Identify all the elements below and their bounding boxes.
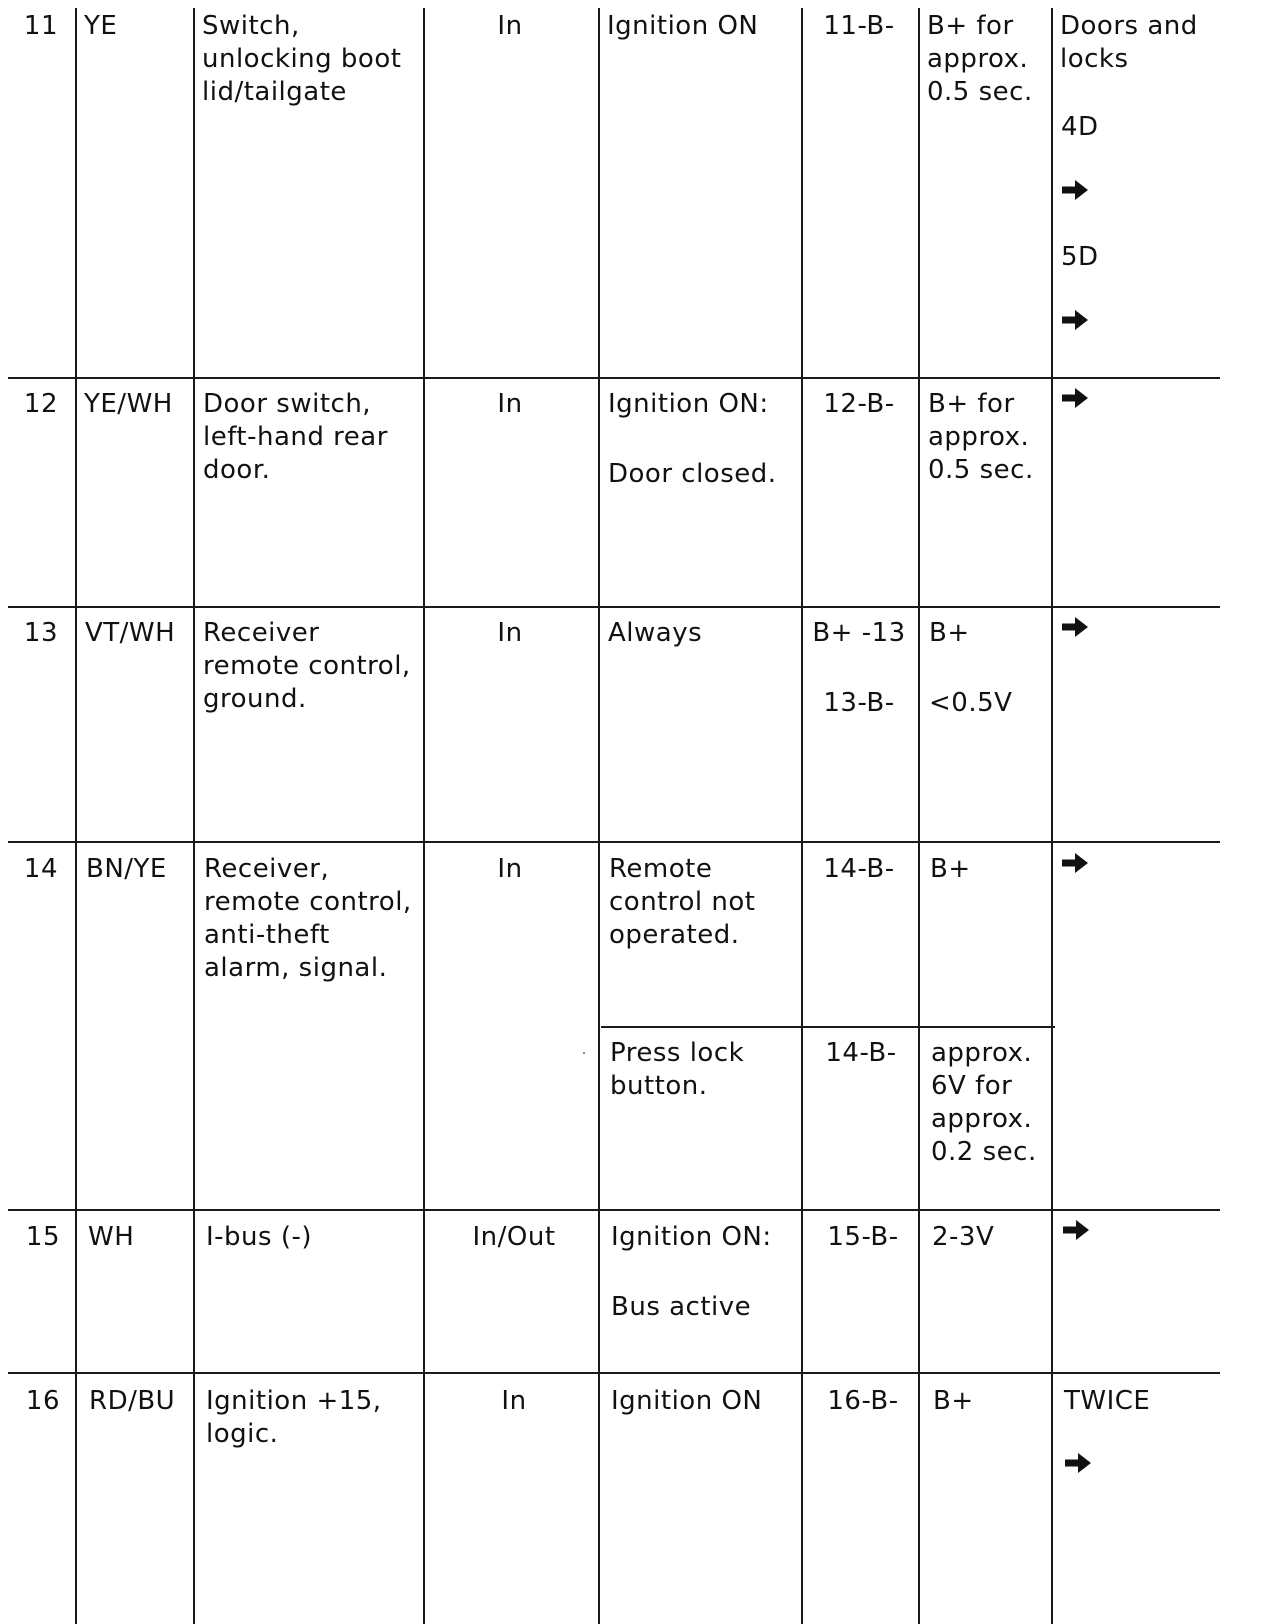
nominal-value: B+: [930, 854, 971, 884]
column-divider: [598, 8, 600, 1624]
column-divider: [801, 8, 803, 1624]
column-divider: [75, 8, 77, 1624]
measurement-point: 16-B-: [827, 1386, 899, 1416]
column-divider: [1051, 8, 1053, 1624]
row-divider: [8, 841, 1220, 843]
pin-number: 13: [23, 618, 58, 648]
wire-color: YE/WH: [84, 389, 173, 419]
right-arrow-icon[interactable]: [1063, 1220, 1089, 1240]
wire-color: RD/BU: [89, 1386, 176, 1416]
test-condition: Press lock button.: [610, 1038, 745, 1101]
pin-description: Ignition +15, logic.: [206, 1386, 382, 1449]
right-arrow-icon[interactable]: [1062, 180, 1088, 200]
pin-number: 16: [25, 1386, 60, 1416]
wire-color: WH: [88, 1222, 135, 1252]
nominal-value: B+: [933, 1386, 974, 1416]
signal-direction: In: [497, 11, 523, 41]
reference-links: TWICE: [1064, 1386, 1151, 1416]
pin-number: 11: [23, 11, 58, 41]
signal-direction: In: [497, 618, 523, 648]
measurement-point: 14-B-: [825, 1038, 897, 1068]
row-divider: [8, 377, 1220, 379]
measurement-point: 11-B-: [823, 11, 895, 41]
test-condition: Always: [608, 618, 703, 648]
test-condition: Remote control not operated.: [609, 854, 756, 950]
pin-description: Door switch, left-hand rear door.: [203, 389, 388, 485]
row-divider: [8, 1209, 1220, 1211]
pin-number: 15: [25, 1222, 60, 1252]
nominal-value: 2-3V: [932, 1222, 995, 1252]
signal-direction: In: [501, 1386, 527, 1416]
wire-color: YE: [84, 11, 118, 41]
right-arrow-icon[interactable]: [1062, 617, 1088, 637]
reference-link-5d[interactable]: 5D: [1061, 242, 1099, 272]
row-divider: [8, 1372, 1220, 1374]
column-divider: [193, 8, 195, 1624]
pin-description: Switch, unlocking boot lid/tailgate: [202, 11, 402, 107]
right-arrow-icon[interactable]: [1065, 1453, 1091, 1473]
test-condition: Ignition ON: Door closed.: [608, 389, 777, 489]
nominal-value: B+ <0.5V: [929, 618, 1013, 718]
pin-number: 12: [23, 389, 58, 419]
row-divider: [601, 1026, 1055, 1028]
right-arrow-icon[interactable]: [1062, 388, 1088, 408]
wire-color: VT/WH: [85, 618, 176, 648]
nominal-value: approx. 6V for approx. 0.2 sec.: [931, 1038, 1037, 1167]
wire-color: BN/YE: [86, 854, 167, 884]
nominal-value: B+ for approx. 0.5 sec.: [927, 11, 1033, 107]
measurement-point: B+ -13 13-B-: [812, 618, 906, 718]
signal-direction: In: [497, 389, 523, 419]
column-divider: [918, 8, 920, 1624]
pin-description: Receiver, remote control, anti-theft alarm, signal.: [204, 854, 412, 983]
measurement-point: 14-B-: [823, 854, 895, 884]
column-divider: [423, 8, 425, 1624]
pin-description: I-bus (-): [206, 1222, 313, 1252]
test-condition: Ignition ON: [607, 11, 759, 41]
signal-direction: In/Out: [472, 1222, 556, 1252]
right-arrow-icon[interactable]: [1062, 853, 1088, 873]
signal-direction: In: [497, 854, 523, 884]
pin-description: Receiver remote control, ground.: [203, 618, 411, 714]
scan-speck: [583, 1052, 585, 1054]
measurement-point: 15-B-: [827, 1222, 899, 1252]
reference-links: Doors and locks: [1060, 11, 1198, 74]
pin-number: 14: [23, 854, 58, 884]
test-condition: Ignition ON: Bus active: [611, 1222, 772, 1322]
measurement-point: 12-B-: [823, 389, 895, 419]
reference-link-4d[interactable]: 4D: [1061, 112, 1099, 142]
nominal-value: B+ for approx. 0.5 sec.: [928, 389, 1034, 485]
right-arrow-icon[interactable]: [1062, 310, 1088, 330]
row-divider: [8, 606, 1220, 608]
test-condition: Ignition ON: [611, 1386, 763, 1416]
